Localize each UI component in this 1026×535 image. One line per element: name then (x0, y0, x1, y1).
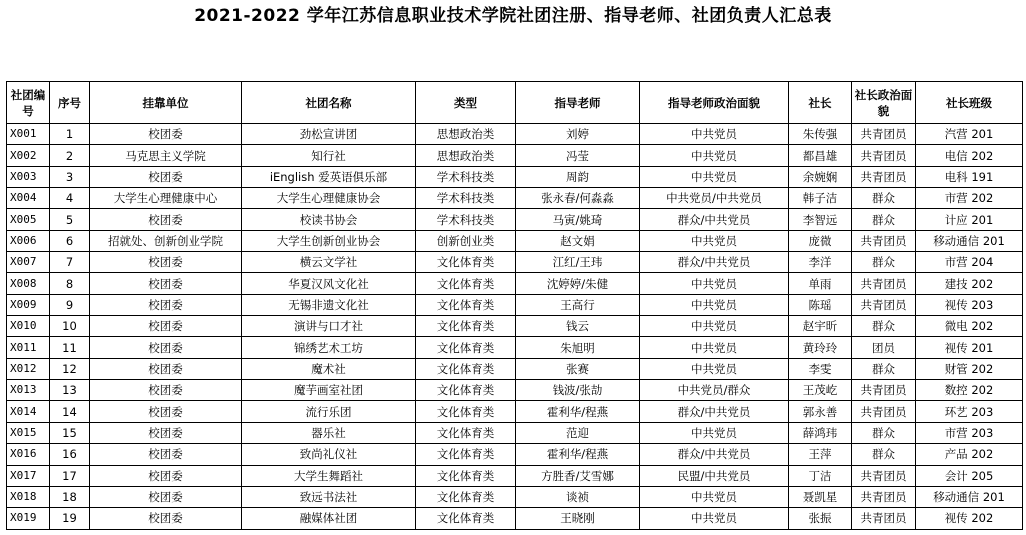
cell-president-class: 视传 203 (916, 294, 1023, 315)
cell-type: 学术科技类 (416, 209, 516, 230)
cell-advisor: 方胜香/艾雪娜 (516, 465, 640, 486)
table-row (7, 252, 1023, 273)
cell-president-political: 共青团员 (852, 294, 916, 315)
header-advisor-political: 指导老师政治面貌 (640, 82, 789, 124)
cell-unit: 校团委 (90, 465, 242, 486)
cell-code: X018 (7, 486, 50, 507)
cell-club-name: 魔术社 (242, 358, 416, 379)
cell-code: X004 (7, 188, 50, 209)
table-row (7, 337, 1023, 358)
cell-president: 张振 (789, 508, 852, 529)
cell-president-class: 会计 205 (916, 465, 1023, 486)
cell-club-name: 劲松宣讲团 (242, 124, 416, 145)
cell-unit: 校团委 (90, 444, 242, 465)
cell-seq: 13 (50, 380, 90, 401)
cell-unit: 校团委 (90, 166, 242, 187)
cell-advisor-political: 中共党员 (640, 508, 789, 529)
cell-club-name: 致尚礼仪社 (242, 444, 416, 465)
cell-club-name: 大学生创新创业协会 (242, 230, 416, 251)
table-row (7, 273, 1023, 294)
cell-president-class: 产品 202 (916, 444, 1023, 465)
cell-advisor: 霍利华/程燕 (516, 444, 640, 465)
cell-president-class: 移动通信 201 (916, 230, 1023, 251)
cell-advisor-political: 中共党员 (640, 273, 789, 294)
cell-president-political: 共青团员 (852, 230, 916, 251)
cell-club-name: 大学生舞蹈社 (242, 465, 416, 486)
cell-advisor-political: 中共党员 (640, 124, 789, 145)
table-row (7, 508, 1023, 529)
cell-unit: 马克思主义学院 (90, 145, 242, 166)
cell-president-class: 市营 204 (916, 252, 1023, 273)
cell-code: X008 (7, 273, 50, 294)
cell-president-political: 共青团员 (852, 380, 916, 401)
cell-unit: 校团委 (90, 358, 242, 379)
cell-type: 学术科技类 (416, 188, 516, 209)
cell-advisor-political: 群众/中共党员 (640, 252, 789, 273)
cell-code: X010 (7, 316, 50, 337)
cell-president-political: 群众 (852, 422, 916, 443)
cell-advisor: 刘婷 (516, 124, 640, 145)
header-advisor: 指导老师 (516, 82, 640, 124)
cell-club-name: 无锡非遗文化社 (242, 294, 416, 315)
table-row (7, 188, 1023, 209)
cell-advisor-political: 中共党员 (640, 486, 789, 507)
cell-president-class: 数控 202 (916, 380, 1023, 401)
cell-president-political: 群众 (852, 444, 916, 465)
cell-seq: 11 (50, 337, 90, 358)
cell-advisor: 钱云 (516, 316, 640, 337)
cell-type: 文化体育类 (416, 294, 516, 315)
cell-president: 陈瑶 (789, 294, 852, 315)
cell-seq: 9 (50, 294, 90, 315)
cell-advisor-political: 中共党员/中共党员 (640, 188, 789, 209)
cell-president-class: 建技 202 (916, 273, 1023, 294)
cell-club-name: 华夏汉风文化社 (242, 273, 416, 294)
cell-seq: 19 (50, 508, 90, 529)
cell-president: 郭永善 (789, 401, 852, 422)
header-type: 类型 (416, 82, 516, 124)
cell-advisor: 周韵 (516, 166, 640, 187)
cell-president: 李雯 (789, 358, 852, 379)
cell-type: 学术科技类 (416, 166, 516, 187)
cell-club-name: iEnglish 爱英语俱乐部 (242, 166, 416, 187)
cell-type: 文化体育类 (416, 422, 516, 443)
cell-club-name: 融媒体社团 (242, 508, 416, 529)
cell-president-political: 群众 (852, 252, 916, 273)
table-row (7, 486, 1023, 507)
cell-advisor-political: 中共党员 (640, 358, 789, 379)
cell-club-name: 演讲与口才社 (242, 316, 416, 337)
cell-president-class: 移动通信 201 (916, 486, 1023, 507)
cell-club-name: 大学生心理健康协会 (242, 188, 416, 209)
cell-president-class: 计应 201 (916, 209, 1023, 230)
cell-club-name: 校读书协会 (242, 209, 416, 230)
cell-code: X017 (7, 465, 50, 486)
cell-president: 庞微 (789, 230, 852, 251)
cell-unit: 校团委 (90, 273, 242, 294)
table-row (7, 465, 1023, 486)
cell-type: 文化体育类 (416, 380, 516, 401)
cell-type: 文化体育类 (416, 401, 516, 422)
cell-unit: 校团委 (90, 380, 242, 401)
cell-advisor-political: 中共党员 (640, 294, 789, 315)
cell-president-class: 视传 202 (916, 508, 1023, 529)
roster-body (7, 124, 1023, 530)
cell-seq: 17 (50, 465, 90, 486)
cell-club-name: 锦绣艺术工坊 (242, 337, 416, 358)
cell-code: X006 (7, 230, 50, 251)
cell-type: 文化体育类 (416, 273, 516, 294)
cell-president-class: 电科 191 (916, 166, 1023, 187)
cell-type: 文化体育类 (416, 337, 516, 358)
cell-president-class: 汽营 201 (916, 124, 1023, 145)
cell-president: 黄玲玲 (789, 337, 852, 358)
cell-advisor: 钱波/张劼 (516, 380, 640, 401)
header-president-class: 社长班级 (916, 82, 1023, 124)
cell-advisor: 马寅/姚琦 (516, 209, 640, 230)
cell-unit: 校团委 (90, 508, 242, 529)
table-row (7, 422, 1023, 443)
header-seq: 序号 (50, 82, 90, 124)
cell-advisor-political: 中共党员 (640, 166, 789, 187)
cell-president-political: 共青团员 (852, 486, 916, 507)
header-row (7, 82, 1023, 124)
cell-seq: 1 (50, 124, 90, 145)
table-row (7, 124, 1023, 145)
table-row (7, 145, 1023, 166)
cell-advisor-political: 中共党员 (640, 337, 789, 358)
table-row (7, 401, 1023, 422)
table-row (7, 209, 1023, 230)
cell-advisor-political: 中共党员 (640, 230, 789, 251)
cell-seq: 12 (50, 358, 90, 379)
cell-seq: 8 (50, 273, 90, 294)
cell-advisor: 王晓刚 (516, 508, 640, 529)
cell-president-political: 共青团员 (852, 508, 916, 529)
cell-club-name: 魔芋画室社团 (242, 380, 416, 401)
cell-president: 韩子洁 (789, 188, 852, 209)
cell-president-class: 市营 202 (916, 188, 1023, 209)
cell-code: X015 (7, 422, 50, 443)
cell-type: 文化体育类 (416, 358, 516, 379)
cell-unit: 校团委 (90, 422, 242, 443)
cell-club-name: 流行乐团 (242, 401, 416, 422)
cell-type: 思想政治类 (416, 124, 516, 145)
cell-unit: 校团委 (90, 316, 242, 337)
cell-president: 都昌雄 (789, 145, 852, 166)
cell-president: 丁洁 (789, 465, 852, 486)
cell-advisor: 冯莹 (516, 145, 640, 166)
cell-code: X012 (7, 358, 50, 379)
cell-code: X007 (7, 252, 50, 273)
cell-code: X014 (7, 401, 50, 422)
cell-president: 聂凯星 (789, 486, 852, 507)
cell-president: 李洋 (789, 252, 852, 273)
cell-type: 文化体育类 (416, 465, 516, 486)
cell-president-political: 群众 (852, 316, 916, 337)
header-president: 社长 (789, 82, 852, 124)
cell-seq: 14 (50, 401, 90, 422)
cell-advisor-political: 中共党员 (640, 316, 789, 337)
cell-code: X011 (7, 337, 50, 358)
cell-president: 李智远 (789, 209, 852, 230)
table-row (7, 380, 1023, 401)
cell-seq: 5 (50, 209, 90, 230)
cell-president-class: 市营 203 (916, 422, 1023, 443)
cell-president-political: 共青团员 (852, 145, 916, 166)
cell-code: X003 (7, 166, 50, 187)
cell-president-political: 群众 (852, 358, 916, 379)
cell-advisor-political: 中共党员/群众 (640, 380, 789, 401)
cell-unit: 校团委 (90, 337, 242, 358)
page-title: 2021-2022 学年江苏信息职业技术学院社团注册、指导老师、社团负责人汇总表 (194, 6, 832, 26)
cell-advisor: 张永春/何淼淼 (516, 188, 640, 209)
cell-seq: 7 (50, 252, 90, 273)
cell-seq: 18 (50, 486, 90, 507)
cell-advisor: 赵文娟 (516, 230, 640, 251)
club-roster-table (6, 81, 1023, 530)
cell-unit: 大学生心理健康中心 (90, 188, 242, 209)
cell-type: 创新创业类 (416, 230, 516, 251)
cell-president: 朱传强 (789, 124, 852, 145)
cell-president: 单雨 (789, 273, 852, 294)
cell-advisor-political: 民盟/中共党员 (640, 465, 789, 486)
cell-president-political: 共青团员 (852, 401, 916, 422)
table-row (7, 230, 1023, 251)
cell-seq: 3 (50, 166, 90, 187)
cell-advisor: 沈婷婷/朱健 (516, 273, 640, 294)
cell-president-class: 环艺 203 (916, 401, 1023, 422)
cell-president-class: 微电 202 (916, 316, 1023, 337)
cell-unit: 招就处、创新创业学院 (90, 230, 242, 251)
cell-club-name: 器乐社 (242, 422, 416, 443)
header-president-political: 社长政治面貌 (852, 82, 916, 124)
cell-president: 薛鸿玮 (789, 422, 852, 443)
cell-president: 王萍 (789, 444, 852, 465)
cell-president-political: 共青团员 (852, 273, 916, 294)
cell-type: 文化体育类 (416, 486, 516, 507)
cell-type: 文化体育类 (416, 316, 516, 337)
cell-president-political: 共青团员 (852, 166, 916, 187)
cell-code: X005 (7, 209, 50, 230)
cell-advisor: 谈祯 (516, 486, 640, 507)
table-row (7, 294, 1023, 315)
cell-president-class: 电信 202 (916, 145, 1023, 166)
cell-advisor: 范迎 (516, 422, 640, 443)
cell-unit: 校团委 (90, 124, 242, 145)
table-row (7, 358, 1023, 379)
cell-type: 思想政治类 (416, 145, 516, 166)
header-unit: 挂靠单位 (90, 82, 242, 124)
cell-code: X001 (7, 124, 50, 145)
cell-president-political: 群众 (852, 188, 916, 209)
cell-advisor: 江红/王玮 (516, 252, 640, 273)
cell-type: 文化体育类 (416, 444, 516, 465)
table-row (7, 166, 1023, 187)
cell-president-political: 群众 (852, 209, 916, 230)
cell-unit: 校团委 (90, 209, 242, 230)
cell-seq: 4 (50, 188, 90, 209)
cell-seq: 16 (50, 444, 90, 465)
cell-code: X002 (7, 145, 50, 166)
table-row (7, 444, 1023, 465)
cell-advisor: 王高行 (516, 294, 640, 315)
cell-president-class: 财管 202 (916, 358, 1023, 379)
cell-advisor: 张赛 (516, 358, 640, 379)
cell-unit: 校团委 (90, 486, 242, 507)
cell-advisor-political: 中共党员 (640, 422, 789, 443)
cell-advisor-political: 中共党员 (640, 145, 789, 166)
cell-code: X019 (7, 508, 50, 529)
cell-code: X016 (7, 444, 50, 465)
cell-president: 赵宇昕 (789, 316, 852, 337)
table-row (7, 316, 1023, 337)
cell-unit: 校团委 (90, 252, 242, 273)
cell-advisor-political: 群众/中共党员 (640, 401, 789, 422)
cell-president-political: 共青团员 (852, 124, 916, 145)
cell-president-political: 共青团员 (852, 465, 916, 486)
cell-advisor-political: 群众/中共党员 (640, 444, 789, 465)
cell-seq: 10 (50, 316, 90, 337)
cell-president: 王茂屹 (789, 380, 852, 401)
cell-president-class: 视传 201 (916, 337, 1023, 358)
cell-code: X009 (7, 294, 50, 315)
cell-advisor: 朱旭明 (516, 337, 640, 358)
cell-club-name: 横云文学社 (242, 252, 416, 273)
cell-seq: 15 (50, 422, 90, 443)
cell-president-political: 团员 (852, 337, 916, 358)
cell-seq: 6 (50, 230, 90, 251)
cell-advisor: 霍利华/程燕 (516, 401, 640, 422)
cell-type: 文化体育类 (416, 252, 516, 273)
cell-president: 余婉娴 (789, 166, 852, 187)
cell-type: 文化体育类 (416, 508, 516, 529)
cell-seq: 2 (50, 145, 90, 166)
cell-club-name: 致远书法社 (242, 486, 416, 507)
cell-club-name: 知行社 (242, 145, 416, 166)
cell-unit: 校团委 (90, 401, 242, 422)
cell-code: X013 (7, 380, 50, 401)
cell-advisor-political: 群众/中共党员 (640, 209, 789, 230)
header-club-name: 社团名称 (242, 82, 416, 124)
header-code: 社团编号 (7, 82, 50, 124)
cell-unit: 校团委 (90, 294, 242, 315)
